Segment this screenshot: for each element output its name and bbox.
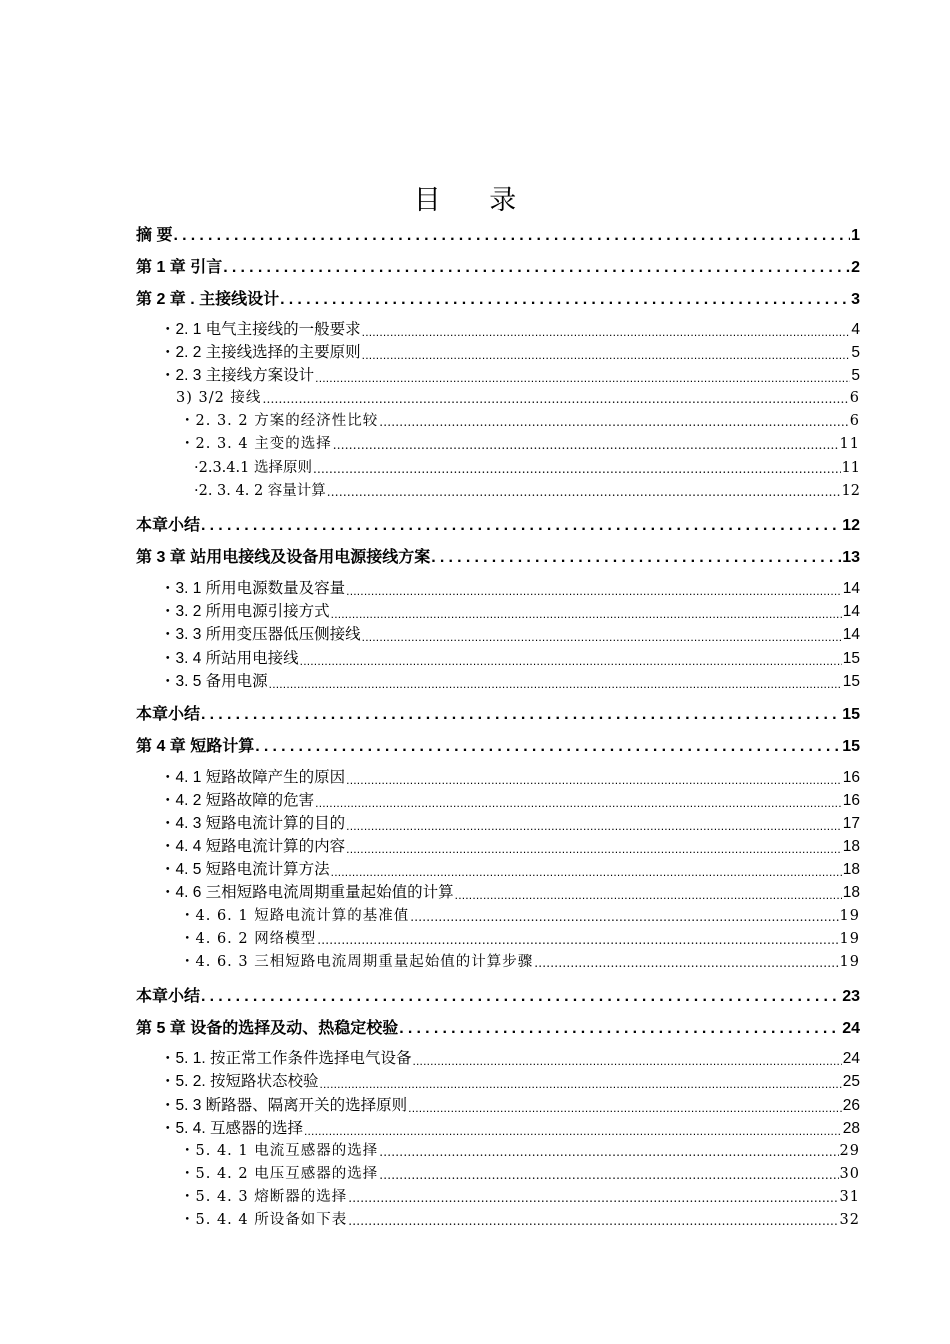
toc-chapter-entry[interactable]: [136, 701, 860, 724]
toc-entry-page-number: 4: [851, 321, 860, 338]
toc-entry-label: ・5. 1. 按正常工作条件选择电气设备: [160, 1050, 412, 1067]
toc-entry-page-number: 3: [851, 291, 860, 308]
toc-dot-leader: [455, 884, 842, 902]
toc-entry-label: ・4. 6 三相短路电流周期重量起始值的计算: [160, 884, 454, 901]
toc-entry-page-number: 16: [842, 769, 860, 786]
toc-entry-label: ・4. 1 短路故障产生的原因: [160, 769, 346, 786]
toc-dot-leader: [313, 460, 841, 476]
toc-section-entry[interactable]: [180, 409, 860, 430]
toc-entry-label: ・4. 6. 1 短路电流计算的基准值: [180, 908, 410, 924]
toc-dot-leader: [300, 650, 842, 668]
toc-section-entry[interactable]: [180, 904, 860, 925]
toc-entry-page-number: 25: [842, 1073, 860, 1090]
toc-chapter-entry[interactable]: [136, 512, 860, 535]
toc-entry-page-number: 28: [842, 1120, 860, 1137]
toc-entry-page-number: 29: [839, 1143, 860, 1159]
toc-entry-label: 3) 3/2 接线: [176, 390, 262, 406]
toc-entry-page-number: 18: [842, 884, 860, 901]
toc-entry-page-number: 17: [842, 815, 860, 832]
toc-entry-label: ・2. 3. 4 主变的选择: [180, 436, 332, 452]
toc-entry-page-number: 15: [842, 738, 860, 755]
toc-section-entry[interactable]: [180, 1162, 860, 1183]
toc-section-entry[interactable]: [180, 950, 860, 971]
toc-section-entry[interactable]: [160, 622, 860, 644]
toc-entry-page-number: 14: [842, 626, 860, 643]
toc-dot-leader: [315, 367, 850, 385]
toc-section-entry[interactable]: [160, 788, 860, 810]
toc-entry-label: 摘 要: [136, 227, 173, 244]
toc-entry-label: ・3. 2 所用电源引接方式: [160, 603, 330, 620]
toc-entry-label: ・5. 4. 3 熔断器的选择: [180, 1189, 348, 1205]
toc-section-entry[interactable]: [160, 765, 860, 787]
toc-entry-label: 本章小结: [136, 517, 201, 534]
toc-section-entry[interactable]: [194, 479, 860, 500]
toc-section-entry[interactable]: [160, 340, 860, 362]
toc-entry-page-number: 32: [839, 1212, 860, 1228]
toc-section-entry[interactable]: [160, 669, 860, 691]
toc-section-entry[interactable]: [180, 432, 860, 453]
toc-entry-label: ・5. 2. 按短路状态校验: [160, 1073, 319, 1090]
toc-entry-label: ・4. 4 短路电流计算的内容: [160, 838, 346, 855]
toc-section-entry[interactable]: [160, 363, 860, 385]
toc-chapter-entry[interactable]: [136, 286, 860, 309]
toc-entry-label: 第 1 章 引言: [136, 259, 223, 276]
toc-dot-leader: [348, 1212, 838, 1228]
toc-section-entry[interactable]: [160, 1116, 860, 1138]
toc-entry-page-number: 5: [851, 344, 860, 361]
toc-entry-page-number: 16: [842, 792, 860, 809]
toc-dot-leader: [379, 1166, 838, 1182]
toc-entry-page-number: 18: [842, 838, 860, 855]
toc-dot-leader: [319, 1073, 841, 1091]
toc-entry-page-number: 12: [842, 517, 860, 534]
toc-entry-label: ・5. 4. 1 电流互感器的选择: [180, 1143, 379, 1159]
toc-entry-label: ・3. 5 备用电源: [160, 673, 268, 690]
toc-dot-leader: [346, 838, 842, 856]
toc-section-entry[interactable]: [176, 386, 860, 407]
toc-dot-leader: [317, 931, 838, 947]
toc-section-entry[interactable]: [160, 599, 860, 621]
toc-section-entry[interactable]: [160, 857, 860, 879]
toc-dot-leader: [534, 954, 838, 970]
toc-entry-page-number: 1: [851, 227, 860, 244]
toc-entry-page-number: 15: [842, 673, 860, 690]
toc-entry-label: ・5. 4. 互感器的选择: [160, 1120, 303, 1137]
toc-dot-leader: [408, 1097, 842, 1115]
toc-chapter-entry[interactable]: [136, 1015, 860, 1038]
toc-entry-label: ・3. 3 所用变压器低压侧接线: [160, 626, 361, 643]
toc-section-entry[interactable]: [160, 1069, 860, 1091]
toc-entry-page-number: 19: [839, 931, 860, 947]
toc-chapter-entry[interactable]: [136, 983, 860, 1006]
toc-dot-leader: [262, 390, 848, 406]
toc-dot-leader: [269, 673, 842, 691]
toc-entry-label: ・5. 3 断路器、隔离开关的选择原则: [160, 1097, 408, 1114]
toc-dot-leader: [223, 259, 850, 277]
toc-dot-leader: [201, 517, 841, 535]
toc-dot-leader: [201, 706, 841, 724]
toc-entry-label: ・4. 6. 3 三相短路电流周期重量起始值的计算步骤: [180, 954, 534, 970]
toc-dot-leader: [331, 861, 842, 879]
toc-chapter-entry[interactable]: [136, 254, 860, 277]
toc-dot-leader: [304, 1120, 842, 1138]
toc-entry-label: ・4. 3 短路电流计算的目的: [160, 815, 346, 832]
toc-section-entry[interactable]: [160, 811, 860, 833]
toc-section-entry[interactable]: [180, 1208, 860, 1229]
toc-dot-leader: [348, 1189, 838, 1205]
toc-dot-leader: [362, 321, 851, 339]
toc-dot-leader: [255, 738, 841, 756]
toc-dot-leader: [327, 483, 841, 499]
toc-dot-leader: [410, 908, 838, 924]
page-title: 目 录: [413, 185, 537, 216]
toc-entry-label: ・2. 1 电气主接线的一般要求: [160, 321, 361, 338]
toc-section-entry[interactable]: [160, 646, 860, 668]
toc-entry-page-number: 30: [839, 1166, 860, 1182]
toc-section-entry[interactable]: [180, 927, 860, 948]
toc-entry-label: 第 2 章 . 主接线设计: [136, 291, 280, 308]
toc-entry-label: ・2. 3 主接线方案设计: [160, 367, 315, 384]
toc-entry-label: ・4. 6. 2 网络模型: [180, 931, 317, 947]
toc-dot-leader: [280, 291, 850, 309]
toc-dot-leader: [173, 227, 850, 245]
toc-dot-leader: [399, 1020, 841, 1038]
toc-entry-page-number: 23: [842, 988, 860, 1005]
toc-section-entry[interactable]: [180, 1139, 860, 1160]
toc-entry-page-number: 6: [849, 390, 860, 406]
toc-entry-page-number: 2: [851, 259, 860, 276]
toc-dot-leader: [346, 580, 842, 598]
toc-entry-label: 第 4 章 短路计算: [136, 738, 255, 755]
toc-entry-page-number: 14: [842, 603, 860, 620]
toc-entry-page-number: 24: [842, 1020, 860, 1037]
toc-chapter-entry[interactable]: [136, 544, 860, 567]
toc-dot-leader: [431, 549, 841, 567]
toc-entry-label: 本章小结: [136, 988, 201, 1005]
toc-dot-leader: [362, 626, 842, 644]
toc-dot-leader: [315, 792, 842, 810]
toc-dot-leader: [379, 413, 849, 429]
toc-entry-page-number: 19: [839, 908, 860, 924]
toc-section-entry[interactable]: [160, 1046, 860, 1068]
toc-dot-leader: [412, 1050, 841, 1068]
toc-entry-label: ・4. 5 短路电流计算方法: [160, 861, 330, 878]
toc-dot-leader: [201, 988, 841, 1006]
toc-entry-page-number: 11: [839, 436, 860, 452]
toc-entry-label: ・5. 4. 2 电压互感器的选择: [180, 1166, 379, 1182]
toc-chapter-entry[interactable]: [136, 222, 860, 245]
toc-entry-label: ・3. 4 所站用电接线: [160, 650, 299, 667]
toc-entry-page-number: 18: [842, 861, 860, 878]
toc-section-entry[interactable]: [194, 456, 860, 477]
toc-dot-leader: [346, 769, 842, 787]
toc-section-entry[interactable]: [160, 576, 860, 598]
toc-entry-page-number: 11: [841, 460, 860, 476]
toc-section-entry[interactable]: [160, 317, 860, 339]
toc-entry-page-number: 15: [842, 650, 860, 667]
toc-entry-page-number: 12: [841, 483, 860, 499]
toc-entry-page-number: 15: [842, 706, 860, 723]
toc-entry-label: ・4. 2 短路故障的危害: [160, 792, 315, 809]
toc-entry-page-number: 31: [839, 1189, 860, 1205]
toc-entry-label: 本章小结: [136, 706, 201, 723]
toc-entry-label: 第 5 章 设备的选择及动、热稳定校验: [136, 1020, 399, 1037]
toc-chapter-entry[interactable]: [136, 733, 860, 756]
toc-entry-label: ·2.3.4.1 选择原则: [194, 460, 312, 476]
toc-entry-page-number: 5: [851, 367, 860, 384]
toc-section-entry[interactable]: [160, 834, 860, 856]
toc-entry-page-number: 26: [842, 1097, 860, 1114]
toc-entry-page-number: 14: [842, 580, 860, 597]
toc-section-entry[interactable]: [160, 880, 860, 902]
toc-section-entry[interactable]: [180, 1185, 860, 1206]
toc-entry-page-number: 24: [842, 1050, 860, 1067]
toc-entry-label: ・3. 1 所用电源数量及容量: [160, 580, 346, 597]
toc-entry-page-number: 13: [842, 549, 860, 566]
toc-dot-leader: [346, 815, 842, 833]
toc-dot-leader: [331, 603, 842, 621]
toc-section-entry[interactable]: [160, 1093, 860, 1115]
toc-dot-leader: [362, 344, 851, 362]
toc-dot-leader: [333, 436, 839, 452]
toc-entry-label: ・5. 4. 4 所设备如下表: [180, 1212, 348, 1228]
toc-entry-label: ·2. 3. 4. 2 容量计算: [194, 483, 326, 499]
toc-entry-page-number: 6: [849, 413, 860, 429]
toc-entry-label: 第 3 章 站用电接线及设备用电源接线方案: [136, 549, 431, 566]
toc-entry-label: ・2. 3. 2 方案的经济性比较: [180, 413, 379, 429]
toc-entry-page-number: 19: [839, 954, 860, 970]
toc-dot-leader: [379, 1143, 838, 1159]
toc-entry-label: ・2. 2 主接线选择的主要原则: [160, 344, 361, 361]
